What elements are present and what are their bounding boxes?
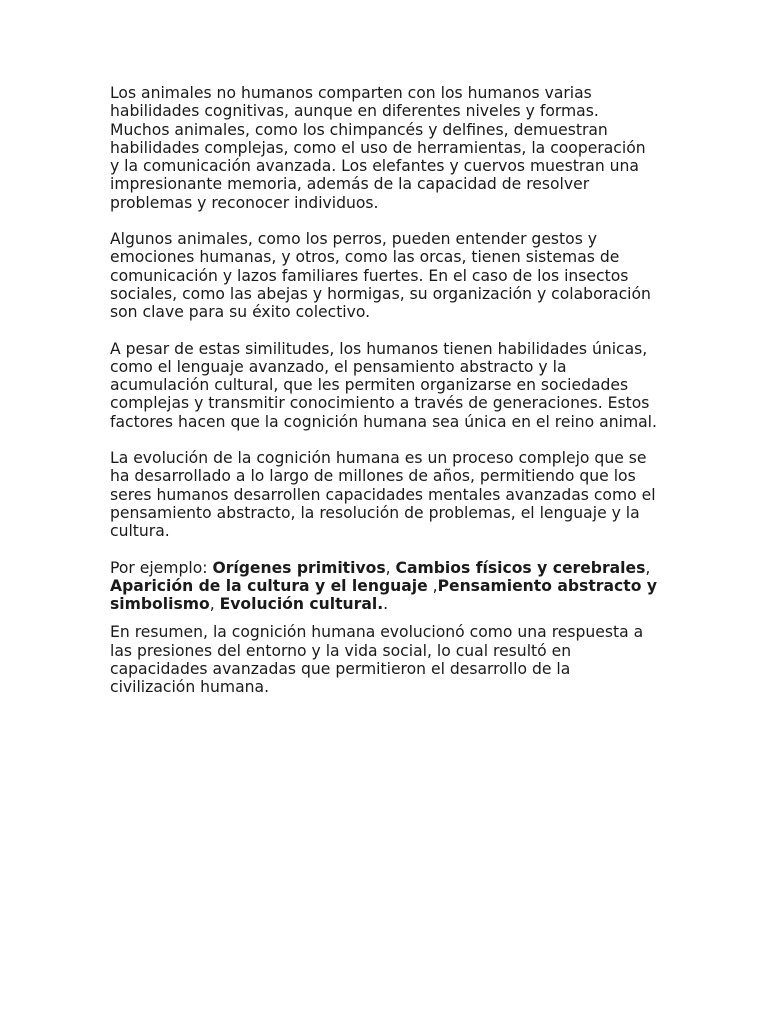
paragraph-examples — [110, 559, 658, 614]
document-body — [110, 84, 658, 715]
example-intro: Por ejemplo: — [110, 558, 213, 577]
example-item-primitive-origins: Orígenes primitivos — [212, 558, 386, 577]
example-item-culture-language: Aparición de la cultura y el lenguaje — [110, 576, 428, 595]
paragraph-human-uniqueness: A pesar de estas similitudes, los humanos tienen habilidades únicas, como el lenguaje avanzado, el pensamiento abstracto y la acumulación cultural, que les permiten organizarse en sociedades complejas y transmitir conocimiento a través de generaciones. Estos factores hacen que la cognición humana sea única en el reino animal. — [110, 339, 657, 431]
paragraph-animal-communication: Algunos animales, como los perros, pueden entender gestos y emociones humanas, y otros, como las orcas, tienen sistemas de comunicación y lazos familiares fuertes. En el caso de los insectos sociales, como las abejas y hormigas, su organización y colaboración son clave para su éxito colectivo. — [110, 230, 651, 322]
example-item-cultural-evolution: Evolución cultural. — [219, 595, 384, 614]
paragraph-evolution: La evolución de la cognición humana es un proceso complejo que se ha desarrollado a lo largo de millones de años, permitiendo que los seres humanos desarrollen capacidades mentales avanzadas como el pensamiento abstracto, la resolución de problemas, el lenguaje y la cultura. — [110, 449, 656, 541]
example-separator: , — [385, 558, 396, 577]
example-separator: , — [645, 558, 651, 577]
example-item-abstract-thought: Pensamiento abstracto y simbolismo — [110, 576, 657, 614]
example-end: . — [383, 595, 389, 614]
example-separator: , — [427, 576, 438, 595]
paragraph-summary: En resumen, la cognición humana evolucionó como una respuesta a las presiones del entorno y la vida social, lo cual resultó en capacidades avanzadas que permitieron el desarrollo de la civilización humana. — [110, 623, 644, 697]
example-separator: , — [209, 595, 220, 614]
example-item-physical-changes: Cambios físicos y cerebrales — [395, 558, 646, 577]
paragraph-cognitive-abilities: Los animales no humanos comparten con los humanos varias habilidades cognitivas, aunque en diferentes niveles y formas. Muchos animales, como los chimpancés y delfines, demuestran habilidades complejas, como el uso de herramientas, la cooperación y la comunicación avanzada. Los elefantes y cuervos muestran una impresionante memoria, además de la capacidad de resolver problemas y reconocer individuos. — [110, 84, 646, 212]
